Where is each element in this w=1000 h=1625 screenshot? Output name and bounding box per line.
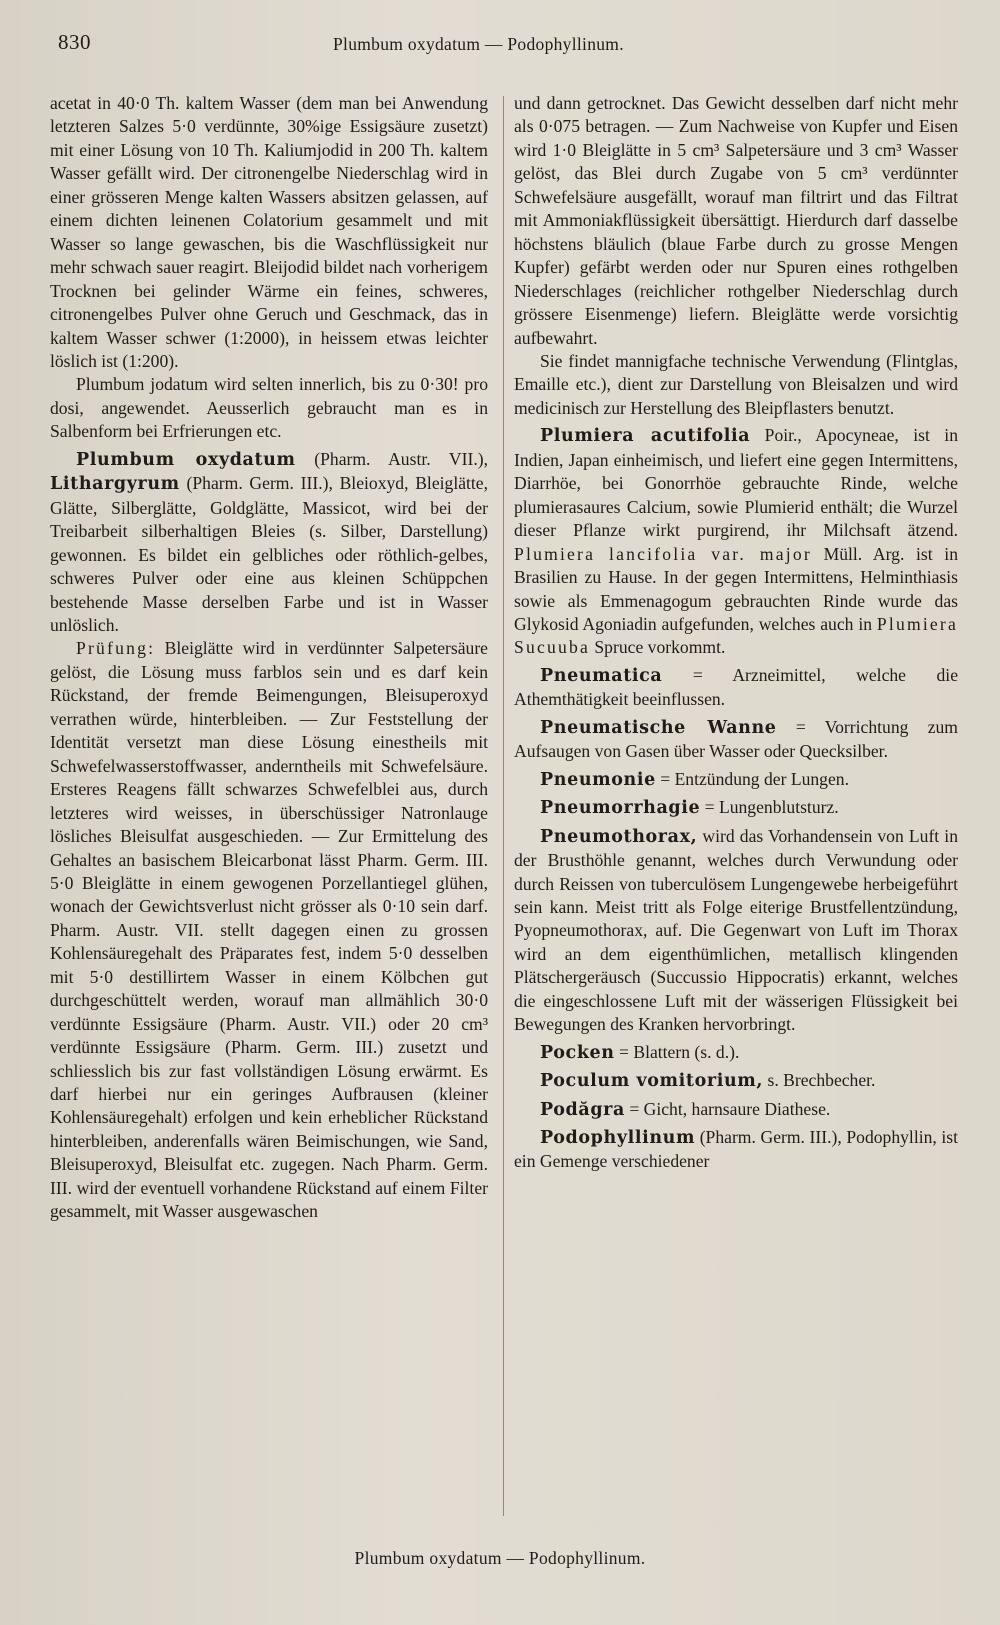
entry-plumiera: Plumiera acutifolia Poir., Apocyneae, ist in Indien, Japan einheimisch, und liefert eine gegen Intermittens, Diarrhöe, bei Gonorrhöe gebrauchte Rinde, welche plumierasaures Calcium, sowie Plumierid enthält; die Wurzel dieser Pflanze wirkt purgirend, ihr Milchsaft ätzend. Plumiera lancifolia var. major Müll. Arg. ist in Brasilien zu Hause. In der gegen Intermittens, Helminthiasis sowie als Emmenagogum gebrauchten Rinde wurde das Glykosid Agoniadin aufgefunden, welches auch in Plumiera Sucuuba Spruce vorkommt. bbox=[514, 425, 958, 658]
entry-heading: Pneumatische Wanne bbox=[540, 717, 777, 738]
entry-pneumothorax: Pneumothorax, wird das Vorhandensein von Luft in der Brusthöhle genannt, welches durch Verwundung oder durch Reissen von tuberculösem Lungengewebe herbeigeführt sein kann. Meist tritt als Folge eiterige Brustfellentzündung, Pyopneumothorax, auf. Die Gegenwart von Luft im Thorax wird an dem eigenthümlichen, metallisch klingenden Plätschergeräusch (Succussio Hippocratis) erkannt, welches die eingeschlossene Luft mit der wässerigen Flüssigkeit bei Bewegungen des Kranken hervorbringt. bbox=[514, 825, 958, 1035]
spaced-term: Plumiera Sucuuba bbox=[514, 613, 958, 658]
entry-pneumorrhagie: Pneumorrhagie = Lungenblutsturz. bbox=[540, 797, 839, 819]
entry-heading: Pneumothorax, bbox=[540, 826, 698, 847]
entry-heading: Podophyllinum bbox=[540, 1128, 696, 1149]
spaced-term: Prüfung: bbox=[76, 638, 156, 659]
entry-heading: Lithargyrum bbox=[50, 474, 180, 495]
entry-pocken: Pocken = Blattern (s. d.). bbox=[540, 1041, 740, 1063]
entry-pneumonie: Pneumonie = Entzündung der Lungen. bbox=[540, 768, 849, 790]
paragraph-plumbum-jodatum: Plumbum jodatum wird selten innerlich, bis zu 0·30! pro dosi, angewendet. Aeusserlich gebraucht man es in Salbenform bei Erfrierungen etc. bbox=[50, 374, 488, 442]
paragraph-continuation: und dann getrocknet. Das Gewicht desselben darf nicht mehr als 0·075 betragen. — Zum Nachweise von Kupfer und Eisen wird 1·0 Bleiglätte in 5 cm³ Salpetersäure und 3 cm³ Wasser gelöst, das Blei durch Zugabe von 5 cm³ verdünnter Schwefelsäure ausgefällt, worauf man filtrirt und das Filtrat mit Ammoniakflüssigkeit übersättigt. Hierdurch darf dasselbe höchstens bläulich (blaue Farbe durch zu grosse Mengen Kupfer) gefärbt werden oder nur Spuren eines rothgelben Niederschlages (reichlicher rothgelber Niederschlag durch grössere Eisenmenge) liefern. Bleiglätte werde vorsichtig aufbewahrt. bbox=[514, 93, 958, 348]
entry-heading: Pneumorrhagie bbox=[540, 798, 701, 819]
running-title: Plumbum oxydatum — Podophyllinum. bbox=[333, 34, 624, 54]
entry-pneumatica: Pneumatica = Arzneimittel, welche die Athemthätigkeit beeinflussen. bbox=[514, 664, 958, 710]
entry-plumbum-oxydatum: Plumbum oxydatum (Pharm. Austr. VII.), Lithargyrum (Pharm. Germ. III.), Bleioxyd, Bleiglätte, Glätte, Silberglätte, Goldglätte, Massicot, wird bei der Treibarbeit silberhaltigen Bleies (s. Silber, Darstellung) gewonnen. Es bildet ein gelbliches oder röthlich-gelbes, schweres Pulver oder eine aus kleinen Schüppchen bestehende Masse derselben Farbe und ist in Wasser unlöslich. bbox=[50, 448, 489, 635]
spaced-term: Plumiera lancifolia var. major bbox=[514, 543, 812, 564]
entry-heading: Pocken bbox=[540, 1042, 615, 1063]
entry-heading: Pneumatica bbox=[540, 665, 663, 686]
entry-heading: Pneumonie bbox=[540, 769, 656, 790]
left-column bbox=[50, 92, 488, 1224]
entry-heading: Plumiera acutifolia bbox=[540, 426, 751, 447]
page-number: 830 bbox=[58, 30, 91, 54]
entry-podophyllinum: Podophyllinum (Pharm. Germ. III.), Podophyllin, ist ein Gemenge verschiedener bbox=[514, 1127, 958, 1172]
page-footer: Plumbum oxydatum — Podophyllinum. bbox=[354, 1548, 646, 1568]
paragraph-pruefung: Prüfung: Bleiglätte wird in verdünnter Salpetersäure gelöst, die Lösung muss farblos sein und es darf kein Rückstand, der fremde Beimengungen, Bleisuperoxyd verrathen würde, hinterbleiben. — Zur Feststellung der Identität versetzt man diese Lösung einestheils mit Schwefelwasserstoffwasser, anderntheils mit Schwefelsäure. Ersteres Reagens fällt schwarzes Schwefelblei aus, durch letzteres wird weisses, in überschüssiger Natronlauge lösliches Bleisulfat ausgeschieden. — Zur Ermittelung des Gehaltes an basischem Bleicarbonat lässt Pharm. Germ. III. 5·0 Bleiglätte in einem gewogenen Porzellantiegel glühen, wonach der Gewichtsverlust nicht grösser als 0·10 sein darf. Pharm. Austr. VII. stellt dagegen einen zu grossen Kohlensäuregehalt des Präparates fest, indem 5·0 desselben mit 5·0 destillirtem Wasser in einem Kölbchen gut durchgeschüttelt werden, worauf man allmählich 30·0 verdünnte Essigsäure (Pharm. Austr. VII.) oder 20 cm³ verdünnte Essigsäure (Pharm. Germ. III.) zusetzt und schliesslich bis zur fast vollständigen Lösung erwärmt. Es darf hierbei nur ein geringes Aufbrausen (kleiner Kohlensäuregehalt) erfolgen und kein erheblicher Rückstand hinterbleiben, anderenfalls wären Beimischungen, wie Sand, Bleisuperoxyd, Bleisulfat etc. zugegen. Nach Pharm. Germ. III. wird der eventuell vorhandene Rückstand auf einem Filter gesammelt, mit Wasser ausgewaschen bbox=[50, 638, 488, 1222]
paragraph-bleijodid: acetat in 40·0 Th. kaltem Wasser (dem man bei Anwendung letzteren Salzes 5·0 verdünnte, 30%ige Essigsäure zusetzt) mit einer Lösung von 10 Th. Kaliumjodid in 200 Th. kaltem Wasser gefällt wird. Der citronengelbe Niederschlag wird in einer grösseren Menge kalten Wassers absitzen gelassen, auf einem dichten leinenen Colatorium gesammelt und mit Wasser so lange gewaschen, bis die Waschflüssigkeit nur mehr schwach sauer reagirt. Bleijodid bildet nach vorherigem Trocknen bei gelinder Wärme ein feines, schweres, citronengelbes Pulver ohne Geruch und Geschmack, das in kaltem Wasser schwer (1:2000), in heissem etwas leichter löslich ist (1:200). bbox=[50, 93, 488, 371]
entry-pneumatische-wanne: Pneumatische Wanne = Vorrichtung zum Aufsaugen von Gasen über Wasser oder Quecksilber. bbox=[514, 716, 958, 762]
right-column bbox=[514, 92, 958, 1174]
paragraph-verwendung: Sie findet mannigfache technische Verwendung (Flintglas, Emaille etc.), dient zur Darstellung von Bleisalzen und wird medicinisch zur Herstellung des Bleipflasters benutzt. bbox=[514, 350, 958, 418]
page-header bbox=[58, 30, 960, 60]
entry-podagra: Podăgra = Gicht, harnsaure Diathese. bbox=[540, 1098, 831, 1120]
column-divider bbox=[503, 96, 504, 1516]
entry-heading: Poculum vomitorium, bbox=[540, 1071, 764, 1092]
entry-poculum: Poculum vomitorium, s. Brechbecher. bbox=[540, 1070, 876, 1092]
entry-heading: Plumbum oxydatum bbox=[76, 449, 296, 470]
entry-heading: Podăgra bbox=[540, 1099, 625, 1120]
